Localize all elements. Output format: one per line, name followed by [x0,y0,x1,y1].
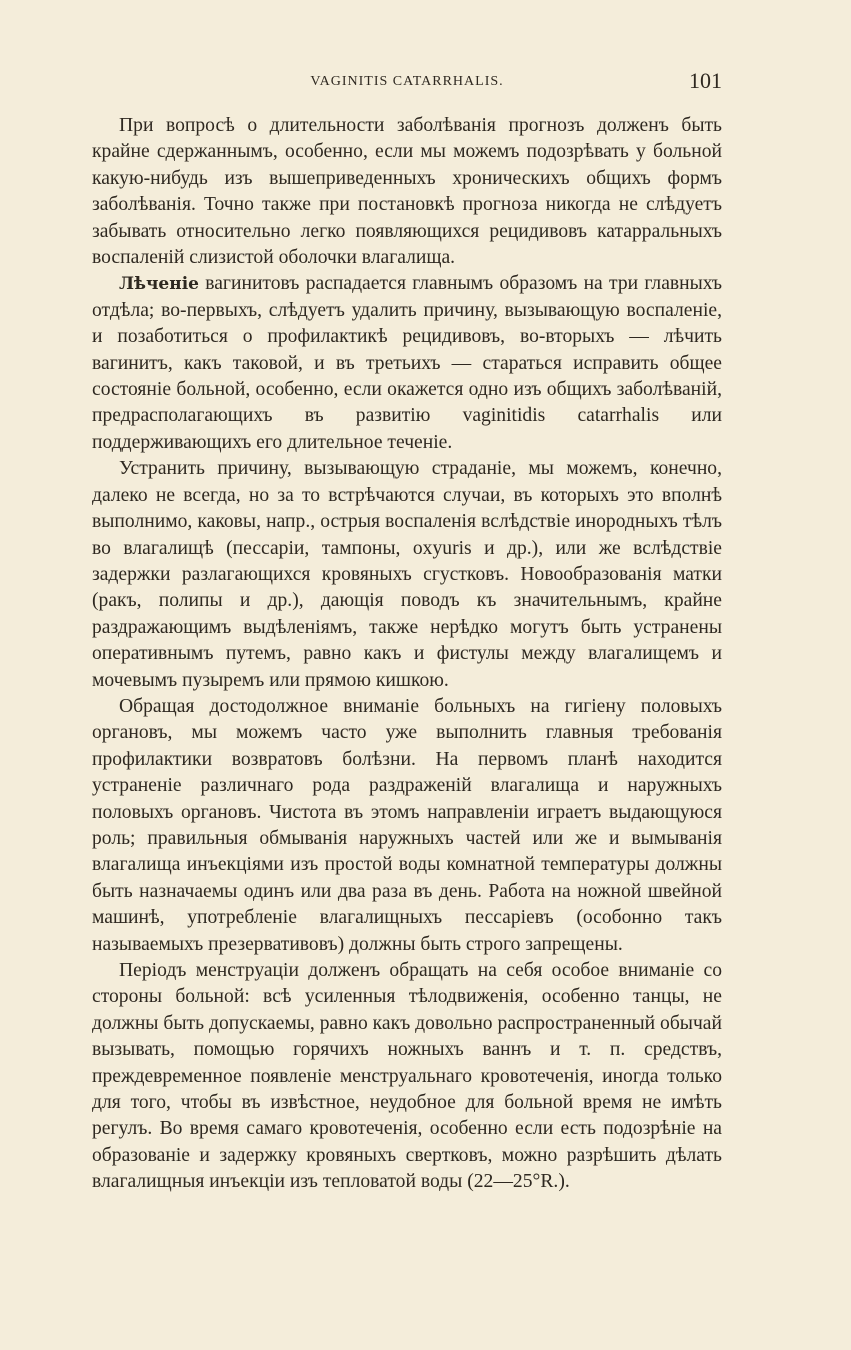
paragraph-text: вагинитовъ распадается главнымъ образомъ на три главныхъ отдѣла; во-первыхъ, слѣдуетъ удалить причину, вызывающую воспаленіе, и позаботиться о профилактикѣ рецидивовъ, во-вторыхъ — лѣчить вагинитъ, какъ таковой, и въ третьихъ — стараться исправить общее состояніе больной, особенно, если окажется одно изъ общихъ заболѣваній, предрасполагающихъ въ развитію vaginitidis catarrhalis или поддерживающихъ его длительное теченіе. [92,273,722,453]
paragraph-treatment [92,271,722,456]
paragraph-lead-term: Лѣченіе [119,274,199,295]
paragraph-text: При вопросѣ о длительности заболѣванія прогнозъ долженъ быть крайне сдержаннымъ, особенно, если мы можемъ подозрѣвать у больной какую-нибудь изъ вышеприведенныхъ хроническихъ общихъ формъ заболѣванія. Точно также при постановкѣ прогноза никогда не слѣдуетъ забывать относительно легко появляющихся рецидивовъ катарральныхъ воспаленій слизистой оболочки влагалища. [92,115,722,269]
paragraph-menstruation [92,958,722,1196]
page-header [92,68,722,96]
page-number: 101 [689,68,722,93]
paragraph-text: Обращая достодолжное вниманіе больныхъ на гигіену половыхъ органовъ, мы можемъ часто уже выполнить главныя требованія профилактики возвратовъ болѣзни. На первомъ планѣ находится устраненіе различнаго рода раздраженій влагалища и наружныхъ половыхъ органовъ. Чистота въ этомъ направленіи играетъ выдающуюся роль; правильныя обмыванія наружныхъ частей или же и вымыванія влагалища инъекціями изъ простой воды комнатной температуры должны быть назначаемы одинъ или два раза въ день. Работа на ножной швейной машинѣ, употребленіе влагалищныхъ пессаріевъ (особонно такъ называемыхъ презервативовъ) должны быть строго запрещены. [92,695,722,955]
paragraph-text: Періодъ менструаціи долженъ обращать на себя особое вниманіе со стороны больной: всѣ усиленныя тѣлодвиженія, особенно танцы, не должны быть допускаемы, равно какъ довольно распространенный обычай вызывать, помощью горячихъ ножныхъ ваннъ и т. п. средствъ, преждевременное появленіе менструальнаго кровотеченія, иногда только для того, чтобы въ извѣстное, неудобное для больной время не имѣть регулъ. Во время самаго кровотеченія, особенно если есть подозрѣніе на образованіе и задержку кровяныхъ свертковъ, можно разрѣшить дѣлать влагалищныя инъекціи изъ тепловатой воды (22—25°R.). [92,960,722,1193]
body-text [92,113,722,1196]
running-head: VAGINITIS CATARRHALIS. [310,74,504,89]
paragraph-removing-cause [92,456,722,694]
paragraph-text: Устранить причину, вызывающую страданіе, мы можемъ, конечно, далеко не всегда, но за то встрѣчаются случаи, въ которыхъ это вполнѣ выполнимо, каковы, напр., острыя воспаленія вслѣдствіе инородныхъ тѣлъ во влагалищѣ (пессаріи, тампоны, oxyuris и др.), или же вслѣдствіе задержки разлагающихся кровяныхъ сгустковъ. Новообразованія матки (ракъ, полипы и др.), дающія поводъ къ значительнымъ, крайне раздражающимъ выдѣленіямъ, также нерѣдко могутъ быть устранены оперативнымъ путемъ, равно какъ и фистулы между влагалищемъ и мочевымъ пузыремъ или прямою кишкою. [92,458,722,691]
paragraph-hygiene [92,694,722,958]
paragraph-prognosis [92,113,722,271]
